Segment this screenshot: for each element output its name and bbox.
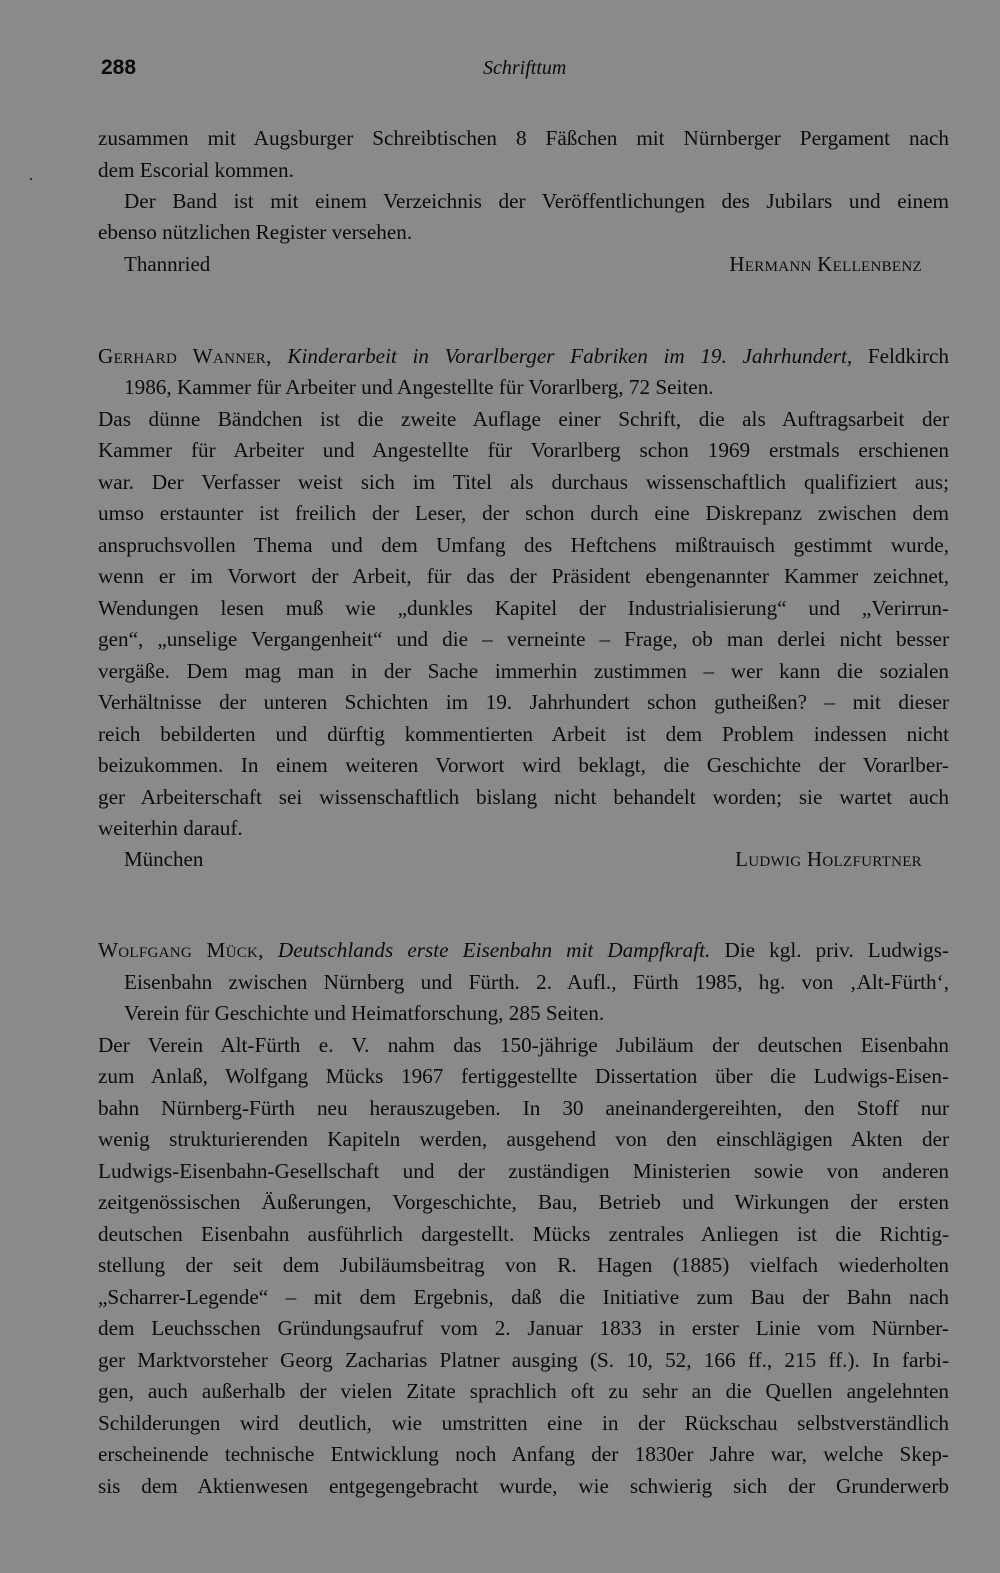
text-line: Wendungen lesen muß wie „dunkles Kapitel der Industrialisierung“ und „Verirrun-	[98, 596, 949, 620]
text-line: gen, auch außerhalb der vielen Zitate sprachlich oft zu sehr an die Quellen angelehnten	[98, 1379, 949, 1403]
text-line: war. Der Verfasser weist sich im Titel als durchaus wissenschaftlich qualifiziert aus;	[98, 470, 949, 494]
citation-line	[98, 936, 949, 964]
text-line: Ludwigs-Eisenbahn-Gesellschaft und der zuständigen Ministerien sowie von anderen	[98, 1159, 949, 1183]
text-line: reich bebilderten und dürftig kommentierten Arbeit ist dem Problem indessen nicht	[98, 722, 949, 746]
book-title: Deutschlands erste Eisenbahn mit Dampfkraft.	[277, 938, 711, 962]
text-line: stellung der seit dem Jubiläumsbeitrag von R. Hagen (1885) vielfach wiederholten	[98, 1253, 949, 1277]
text-line: anspruchsvollen Thema und dem Umfang des Heftchens mißtrauisch gestimmt wurde,	[98, 533, 949, 557]
author-name: Wolfgang Mück,	[98, 938, 264, 962]
reviewer-name: Hermann Kellenbenz	[729, 252, 922, 276]
page-number: 288	[101, 56, 137, 79]
text-line: wenn er im Vorwort der Arbeit, für das der Präsident ebengenannter Kammer zeichnet,	[98, 564, 949, 588]
publication-info: Die kgl. priv. Ludwigs-	[724, 938, 950, 962]
citation-line: Eisenbahn zwischen Nürnberg und Fürth. 2. Aufl., Fürth 1985, hg. von ‚Alt-Fürth‘,	[124, 970, 949, 994]
text-line: erscheinende technische Entwicklung noch Anfang der 1830er Jahre war, welche Skep-	[98, 1442, 949, 1466]
text-line: wenig strukturierenden Kapiteln werden, ausgehend von den einschlägigen Akten der	[98, 1127, 949, 1151]
text-line: Verhältnisse der unteren Schichten im 19. Jahrhundert schon gutheißen? – mit dieser	[98, 690, 949, 714]
text-line: dem Leuchsschen Gründungsaufruf vom 2. Januar 1833 in erster Linie vom Nürnber-	[98, 1316, 949, 1340]
review-place: Thannried	[124, 252, 211, 276]
text-line: sis dem Aktienwesen entgegengebracht wurde, wie schwierig sich der Grunderwerb	[98, 1474, 949, 1498]
author-name: Gerhard Wanner,	[98, 344, 272, 368]
reviewer-name: Ludwig Holzfurtner	[735, 847, 922, 871]
text-line: Der Band ist mit einem Verzeichnis der Veröffentlichungen des Jubilars und einem	[124, 189, 949, 213]
text-line: Kammer für Arbeiter und Angestellte für Vorarlberg schon 1969 erstmals erschienen	[98, 438, 949, 462]
text-line: bahn Nürnberg-Fürth neu herauszugeben. In 30 aneinandergereihten, den Stoff nur	[98, 1096, 949, 1120]
citation-line: Verein für Geschichte und Heimatforschung, 285 Seiten.	[124, 1001, 605, 1025]
book-title: Kinderarbeit in Vorarlberger Fabriken im 19. Jahrhundert,	[287, 344, 853, 368]
text-line: zusammen mit Augsburger Schreibtischen 8 Fäßchen mit Nürnberger Pergament nach	[98, 126, 949, 150]
text-line: beizukommen. In einem weiteren Vorwort wird beklagt, die Geschichte der Vorarlber-	[98, 753, 949, 777]
text-line: zeitgenössischen Äußerungen, Vorgeschichte, Bau, Betrieb und Wirkungen der ersten	[98, 1190, 949, 1214]
citation-line	[98, 342, 949, 370]
text-line: deutschen Eisenbahn ausführlich dargestellt. Mücks zentrales Anliegen ist die Richtig-	[98, 1222, 949, 1246]
scan-speck	[30, 178, 32, 180]
text-line: dem Escorial kommen.	[98, 158, 294, 182]
text-line: ebenso nützlichen Register versehen.	[98, 220, 413, 244]
text-line: Der Verein Alt-Fürth e. V. nahm das 150-jährige Jubiläum der deutschen Eisenbahn	[98, 1033, 949, 1057]
running-title: Schrifttum	[483, 57, 567, 79]
text-line: weiterhin darauf.	[98, 816, 243, 840]
text-line: zum Anlaß, Wolfgang Mücks 1967 fertiggestellte Dissertation über die Ludwigs-Eisen-	[98, 1064, 949, 1088]
page-header	[101, 56, 949, 86]
review-place: München	[124, 847, 204, 871]
text-line: ger Marktvorsteher Georg Zacharias Platner ausging (S. 10, 52, 166 ff., 215 ff.). In farbi-	[98, 1348, 949, 1372]
text-line: gen“, „unselige Vergangenheit“ und die – verneinte – Frage, ob man derlei nicht besser	[98, 627, 949, 651]
citation-line: 1986, Kammer für Arbeiter und Angestellte für Vorarlberg, 72 Seiten.	[124, 375, 714, 399]
text-line: vergäße. Dem mag man in der Sache immerhin zustimmen – wer kann die sozialen	[98, 659, 949, 683]
text-line: Das dünne Bändchen ist die zweite Auflage einer Schrift, die als Auftragsarbeit der	[98, 407, 949, 431]
text-line: „Scharrer-Legende“ – mit dem Ergebnis, daß die Initiative zum Bau der Bahn nach	[98, 1285, 949, 1309]
text-line: Schilderungen wird deutlich, wie umstritten eine in der Rückschau selbstverständlich	[98, 1411, 949, 1435]
text-line: ger Arbeiterschaft sei wissenschaftlich bislang nicht behandelt worden; sie wartet auch	[98, 785, 949, 809]
text-line: umso erstaunter ist freilich der Leser, der schon durch eine Diskrepanz zwischen dem	[98, 501, 949, 525]
publication-info: Feldkirch	[867, 344, 950, 368]
